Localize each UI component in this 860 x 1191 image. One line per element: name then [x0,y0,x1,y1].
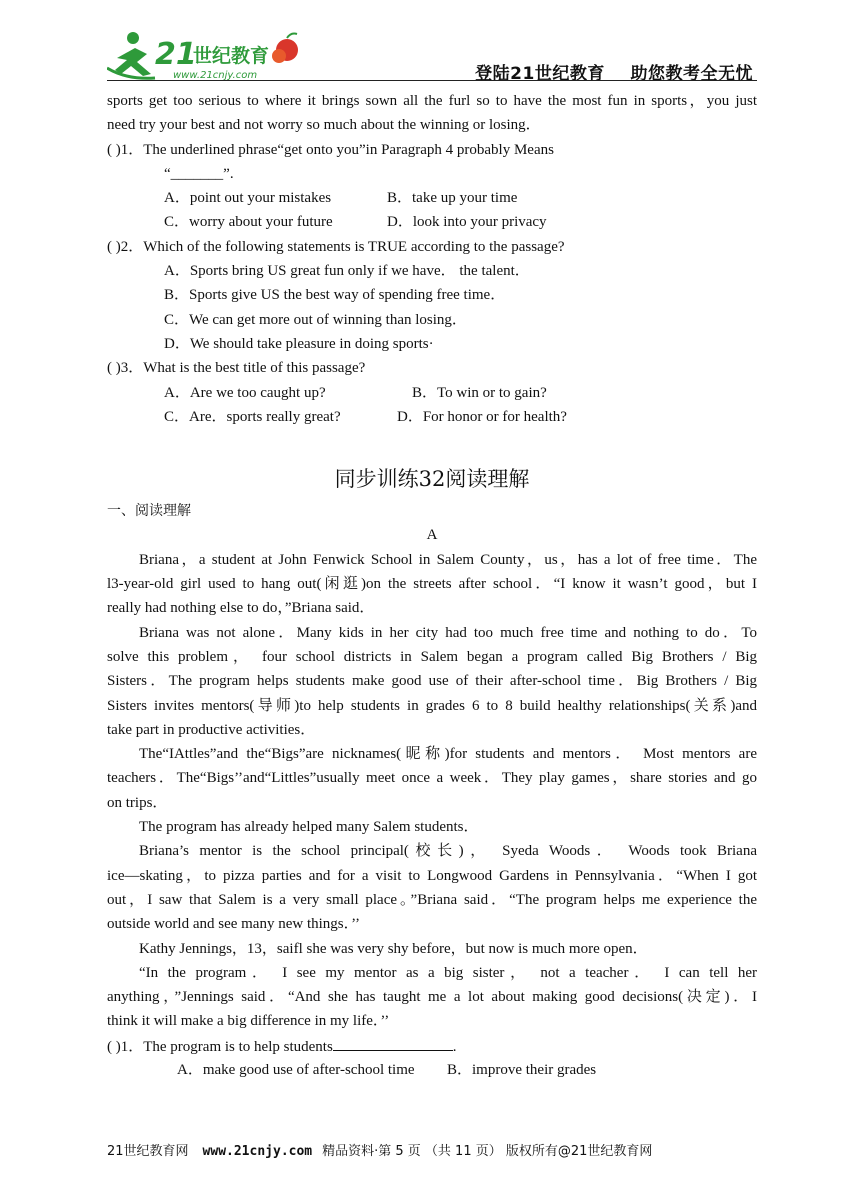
passage-line: The“IAttles”and the“Bigs”are nicknames(昵称)for students and mentors． Most mentors are [139,746,757,763]
page-content [107,89,757,1082]
passage-line: Briana，a student at John Fenwick School in Salem County，us，has a lot of free time．The [139,551,757,568]
header-slogan: 登陆21世纪教育 助您教考全无忧 [475,64,753,84]
answer-blank [333,1034,453,1051]
passage-line: outside world and see many new things．’’ [107,916,361,933]
passage-line: l3-year-old girl used to hang out(闲逛)on the streets after school．“I know it wasn’t good，but I [107,576,757,593]
option-b: B．To win or to gain? [412,384,547,401]
passage-line: think it will make a big difference in my life．’’ [107,1013,390,1030]
site-logo [107,28,307,84]
page-title: 同步训练32阅读理解 [334,467,530,492]
header-divider [107,80,757,81]
apple-icon [272,34,298,64]
passage-line: The program has already helped many Salem students． [139,819,479,836]
option-b: B．take up your time [387,190,518,207]
passage-line: Briana was not alone．Many kids in her city had too much free time and nothing to do．To [139,624,757,641]
option-a: A．make good use of after-school time [177,1061,415,1078]
option-row [107,405,757,429]
question-stem: ( )2．Which of the following statements is TRUE according to the passage? [107,238,565,255]
passage-line: out，I saw that Salem is a very small place。”Briana said．“The program helps me experience the [107,891,757,908]
passage-line: teachers．The“Bigs’’and“Littles”usually meet once a week．They play games，share stories and go [107,770,757,787]
question-blank: “_______”. [164,165,234,182]
option-c: C．Are．sports really great? [164,408,341,425]
svg-text:21: 21 [155,37,197,72]
footer-site-name: 21世纪教育网 [107,1144,189,1159]
passage-line: really had nothing else to do，”Briana said． [107,600,375,617]
option-row [107,186,757,210]
page-header [107,28,757,84]
footer-page-info: 精品资料·第 5 页 （共 11 页） 版权所有@21世纪教育网 [322,1144,653,1159]
question-stem: ( )3．What is the best title of this passage? [107,360,366,377]
option-d: D．look into your privacy [387,214,547,231]
passage-line: on trips． [107,794,168,811]
passage-label: A [426,527,438,544]
footer-url: www.21cnjy.com [202,1144,313,1159]
passage-line: “In the program． I see my mentor as a big sister， not a teacher． I can tell her [139,964,757,981]
question-stem: ( )1．The underlined phrase“get onto you”in Paragraph 4 probably Means [107,141,554,158]
passage-line: Kathy Jennings，13，saifl she was very shy before，but now is much more open． [139,940,648,957]
passage-line: anything，”Jennings said．“And she has taught me a lot about making good decisions(决定)．I [107,989,757,1006]
passage-line: Sisters．The program helps students make good use of their after-school time．Big Brothers / Big [107,673,757,690]
text-line: need try your best and not worry so much about the winning or losing． [107,117,541,134]
running-figure-icon [107,32,155,78]
question-row: ( )1．The program is to help students . [107,1034,757,1058]
option-row [107,1058,757,1082]
option-a: A．Sports bring US great fun only if we have． the talent． [164,263,530,280]
passage-line: take part in productive activities． [107,721,316,738]
option-d: D．For honor or for health? [397,408,567,425]
svg-text:世纪教育: 世纪教育 [193,45,270,67]
question-stem: ( )1．The program is to help students [107,1038,333,1055]
passage-line: Sisters invites mentors(导师)to help students in grades 6 to 8 build healthy relationships(关系)and [107,697,757,714]
section-heading: 一、阅读理解 [107,503,191,520]
text-line: sports get too serious to where it brings sown all the furl so to have the most fun in sports，you just [107,93,757,109]
logo-url: www.21cnjy.com [173,70,258,81]
option-a: A．point out your mistakes [164,190,332,207]
option-b: B．improve their grades [447,1061,597,1078]
option-row [107,210,757,234]
page-footer [107,1140,757,1159]
option-a: A．Are we too caught up? [164,384,326,401]
option-c: C．worry about your future [164,214,333,231]
passage-line: solve this problem， four school districts in Salem began a program called Big Brothers / Big [107,648,757,665]
option-d: D．We should take pleasure in doing sports· [164,335,434,352]
passage-line: Briana’s mentor is the school principal(校长)， Syeda Woods． Woods took Briana [139,843,757,860]
option-b: B．Sports give US the best way of spending free time． [164,287,506,304]
option-c: C．We can get more out of winning than losing． [164,311,467,328]
passage-line: ice—skating，to pizza parties and for a visit to Longwood Gardens in Pennsylvania．“When I got [107,867,757,884]
option-row [107,381,757,405]
